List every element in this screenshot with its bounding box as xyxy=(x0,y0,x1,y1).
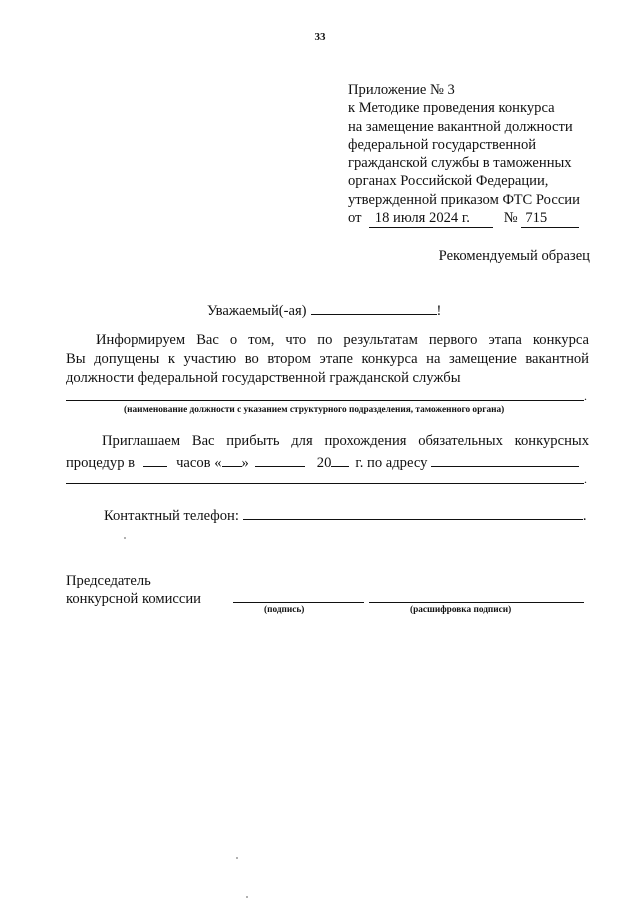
inform-line-3: должности федеральной государственной гражданской службы xyxy=(66,370,461,386)
position-caption: (наименование должности с указанием структурного подразделения, таможенного органа) xyxy=(124,405,505,415)
inform-line-2: Вы допущены к участию во втором этапе конкурса на замещение вакантной xyxy=(66,351,589,367)
recipient-name-blank xyxy=(311,300,437,315)
number-label: № xyxy=(503,210,518,227)
appendix-line: Приложение № 3 xyxy=(348,82,455,98)
appendix-line: на замещение вакантной должности xyxy=(348,118,573,135)
address-blank xyxy=(431,452,579,467)
appendix-line: к Методике проведения конкурса xyxy=(348,100,555,117)
contact-phone-blank xyxy=(243,505,583,520)
hours-label: часов « xyxy=(176,455,222,471)
address-blank-line xyxy=(66,483,584,484)
invite-line-2 xyxy=(66,452,589,472)
month-blank xyxy=(255,452,305,467)
hour-blank xyxy=(143,452,167,467)
end-dot: . xyxy=(584,472,587,486)
end-dot: . xyxy=(584,389,587,403)
decode-blank-line xyxy=(369,602,584,603)
page-number: 33 xyxy=(314,31,326,43)
scan-speck xyxy=(246,896,248,898)
salutation xyxy=(207,300,441,320)
order-date: 18 июля 2024 г. xyxy=(369,210,493,228)
day-blank xyxy=(222,452,242,467)
salutation-exclaim: ! xyxy=(436,303,442,319)
inform-line-1: Информируем Вас о том, что по результатам первого этапа конкурса xyxy=(96,332,589,348)
scan-speck xyxy=(236,857,238,859)
salutation-text: Уважаемый(-ая) xyxy=(207,303,307,319)
appendix-order-line xyxy=(348,209,580,228)
appendix-line: органах Российской Федерации, xyxy=(348,173,549,190)
signature-caption: (подпись) xyxy=(264,605,305,615)
appendix-header xyxy=(348,81,580,228)
signature-blank-line xyxy=(233,602,364,603)
invite-line-1: Приглашаем Вас прибыть для прохождения обязательных конкурсных xyxy=(102,433,589,449)
from-label: от xyxy=(348,210,362,227)
close-quote: » xyxy=(241,455,249,471)
contact-line xyxy=(104,505,594,525)
scan-speck xyxy=(124,537,126,539)
end-dot: . xyxy=(582,508,587,524)
appendix-line: утвержденной приказом ФТС России xyxy=(348,191,580,208)
recommended-sample: Рекомендуемый образец xyxy=(438,248,590,264)
appendix-line: федеральной государственной xyxy=(348,136,537,153)
chairman-title-2: конкурсной комиссии xyxy=(66,591,201,607)
year-prefix: 20 xyxy=(316,455,332,471)
address-label: г. по адресу xyxy=(355,455,428,471)
year-blank xyxy=(331,452,349,467)
position-blank-line xyxy=(66,400,584,401)
chairman-title-1: Председатель xyxy=(66,573,151,589)
contact-label: Контактный телефон: xyxy=(104,508,239,524)
decode-caption: (расшифровка подписи) xyxy=(410,605,512,615)
appendix-line: гражданской службы в таможенных xyxy=(348,155,572,172)
procedures-label: процедур в xyxy=(66,455,136,471)
order-number: 715 xyxy=(521,210,579,228)
